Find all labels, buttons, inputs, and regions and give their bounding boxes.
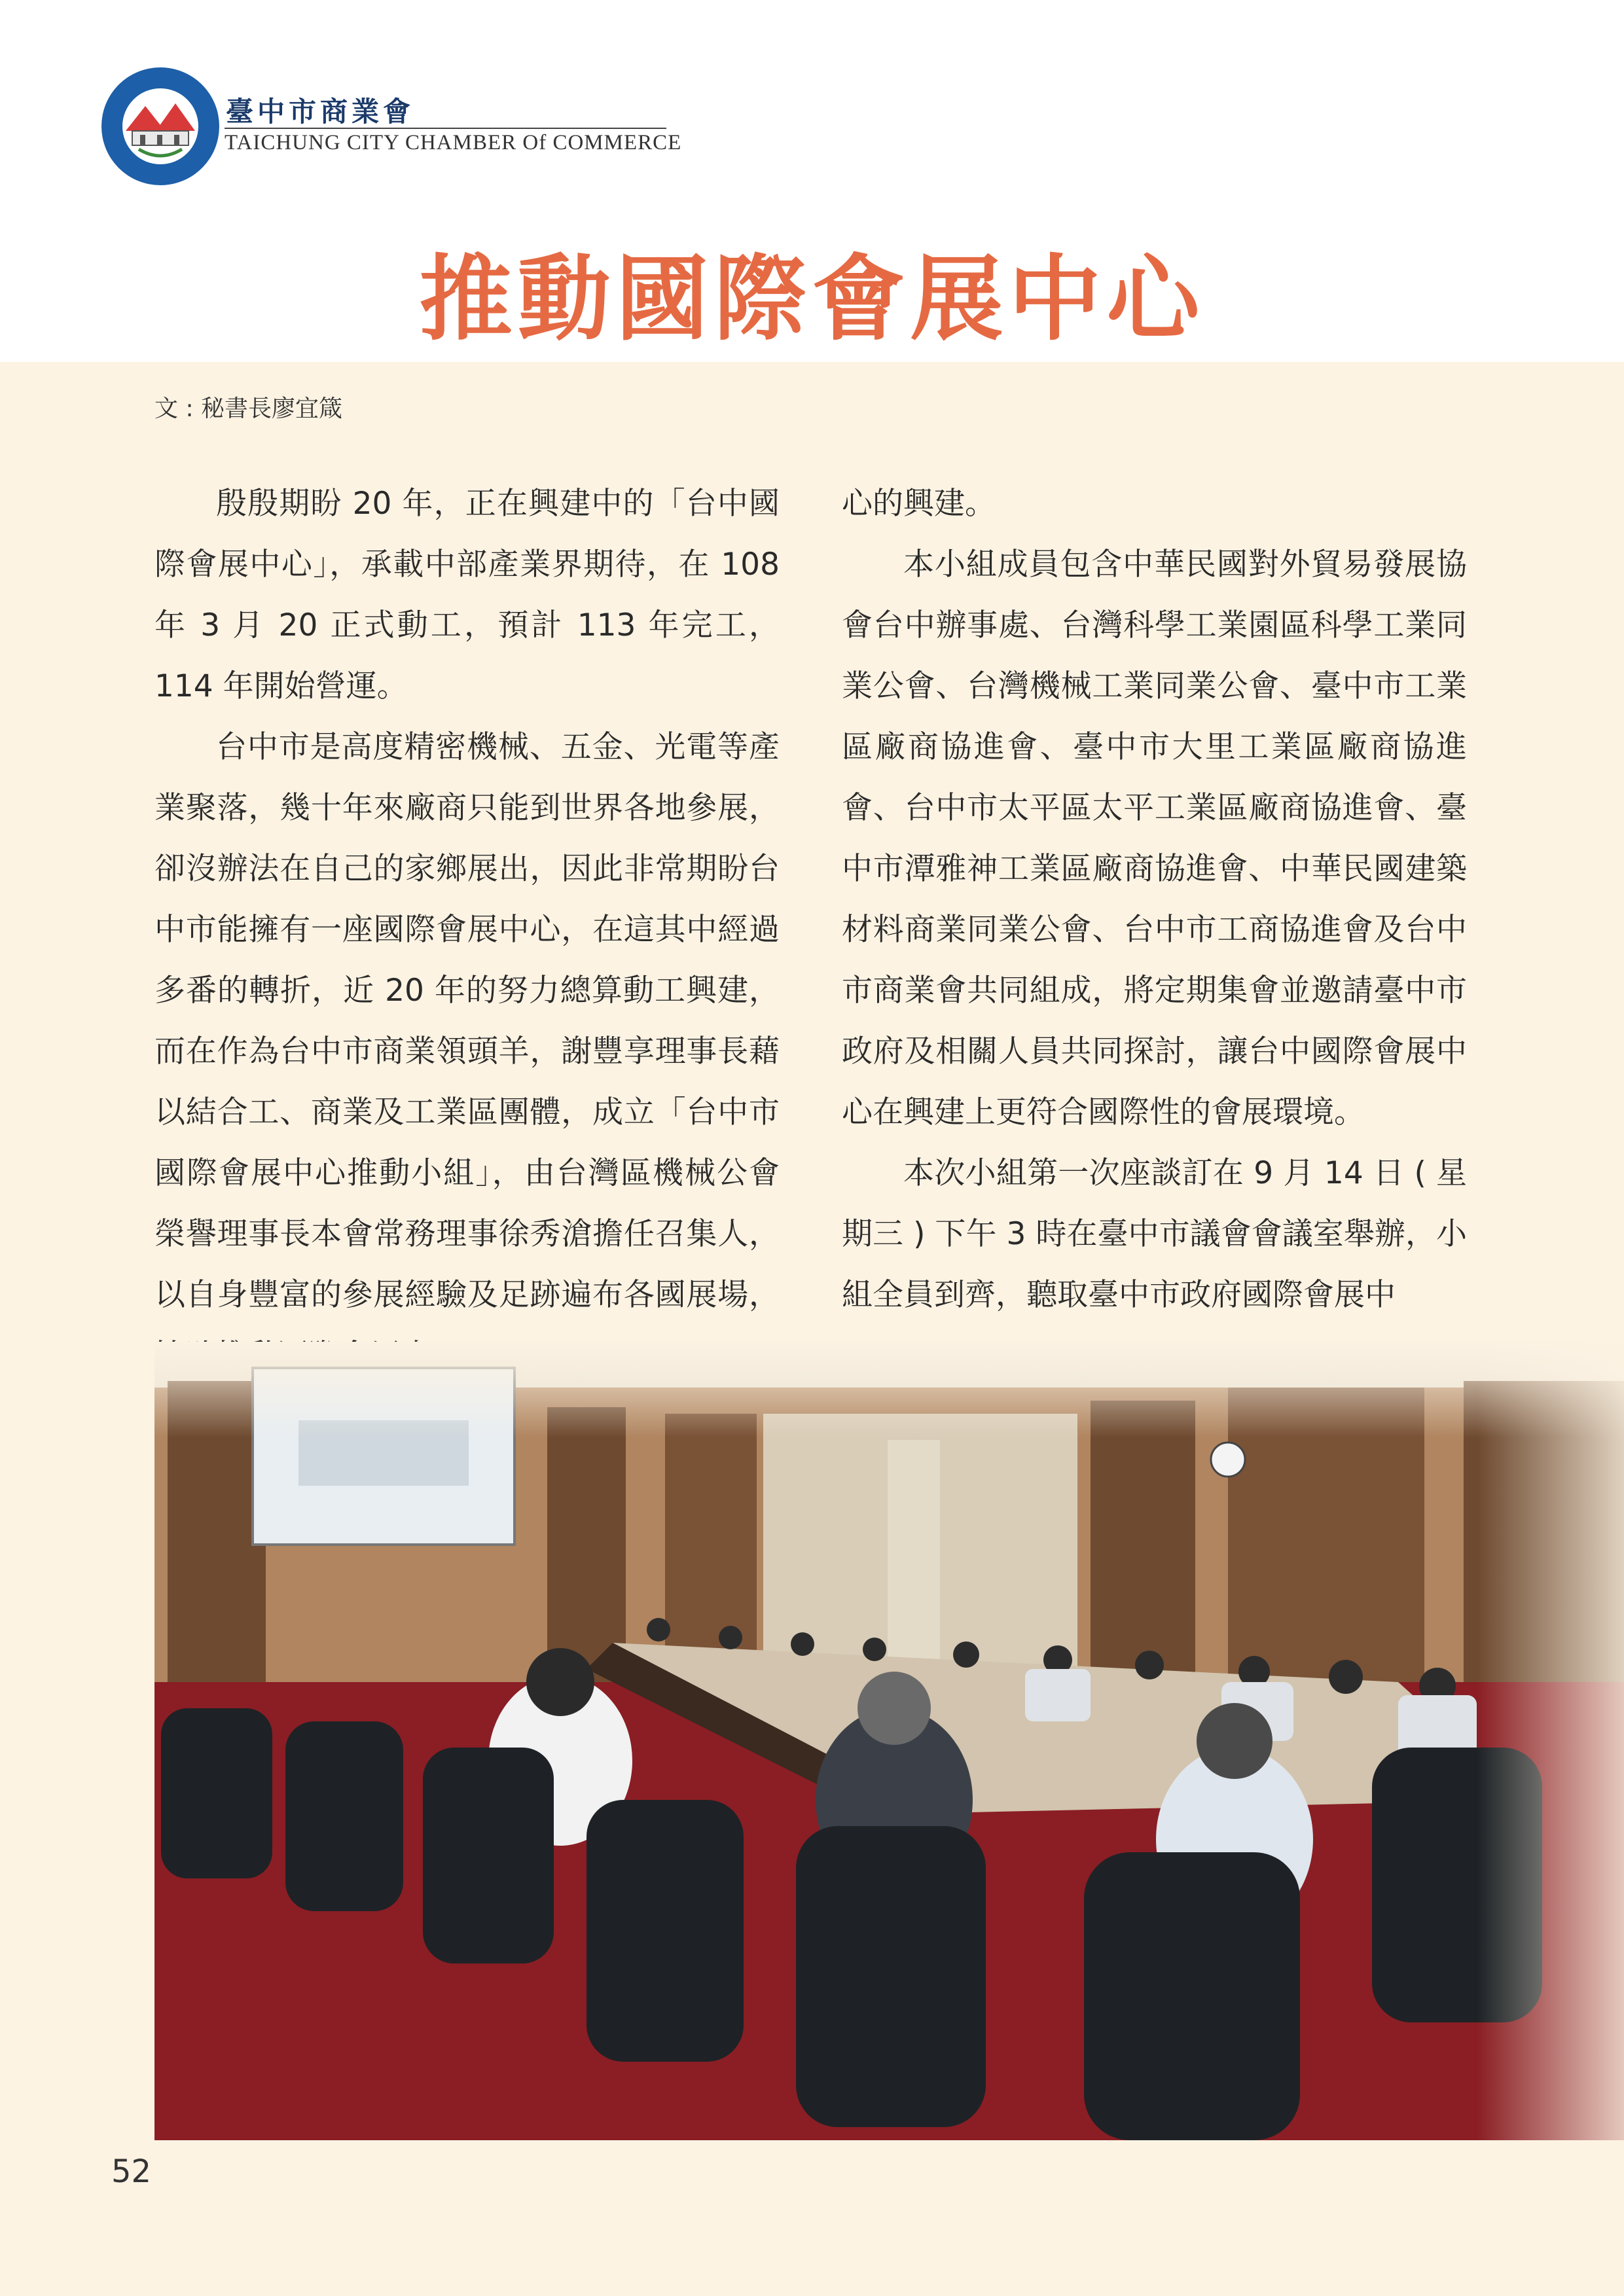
article-right-column (842, 473, 1467, 1325)
paragraph: 本小組成員包含中華民國對外貿易發展協會台中辦事處、台灣科學工業園區科學工業同業公會、台灣機械工業同業公會、臺中市工業區廠商協進會、臺中市大里工業區廠商協進會、台中市太平區太平工業區廠商協進會、臺中市潭雅神工業區廠商協進會、中華民國建築材料商業同業公會、台中市工商協進會及台中市商業會共同組成，將定期集會並邀請臺中市政府及相關人員共同探討，讓台中國際會展中心在興建上更符合國際性的會展環境。 (842, 547, 1467, 1130)
page-number: 52 (111, 2153, 152, 2190)
paragraph: 本次小組第一次座談訂在 9 月 14 日 ( 星期三 ) 下午 3 時在臺中市議會會議室舉辦，小組全員到齊，聽取臺中市政府國際會展中 (842, 1155, 1467, 1313)
meeting-photo (154, 1342, 1624, 2140)
paragraph: 台中市是高度精密機械、五金、光電等產業聚落，幾十年來廠商只能到世界各地參展，卻沒辦法在自己的家鄉展出，因此非常期盼台中市能擁有一座國際會展中心，在這其中經過多番的轉折，近 20 年的努力總算動工興建，而在作為台中市商業領頭羊，謝豐享理事長藉以結合工、商業及工業區團體，成立「台中市國際會展中心推動小組」，由台灣區機械公會榮譽理事長本會常務理事徐秀滄擔任召集人，以自身豐富的參展經驗及足跡遍布各國展場， (154, 729, 780, 1313)
org-name-divider (225, 128, 666, 129)
article-title: 推動國際會展中心 (419, 245, 1205, 353)
chamber-logo (99, 65, 221, 187)
org-name-zh: 臺中市商業會 (226, 96, 415, 128)
paragraph-continued: 心的興建。 (842, 486, 996, 522)
article-left-column (154, 473, 780, 1386)
org-name-en: TAICHUNG CITY CHAMBER Of COMMERCE (225, 131, 682, 154)
chamber-logo-icon (99, 65, 221, 187)
paragraph: 殷殷期盼 20 年，正在興建中的「台中國際會展中心」，承載中部產業界期待，在 108 年 3 月 20 正式動工，預計 113 年完工，114 年開始營運。 (154, 486, 780, 704)
article-byline: 文 : 秘書長廖宜箴 (154, 395, 343, 422)
meeting-photo-image (154, 1342, 1624, 2140)
